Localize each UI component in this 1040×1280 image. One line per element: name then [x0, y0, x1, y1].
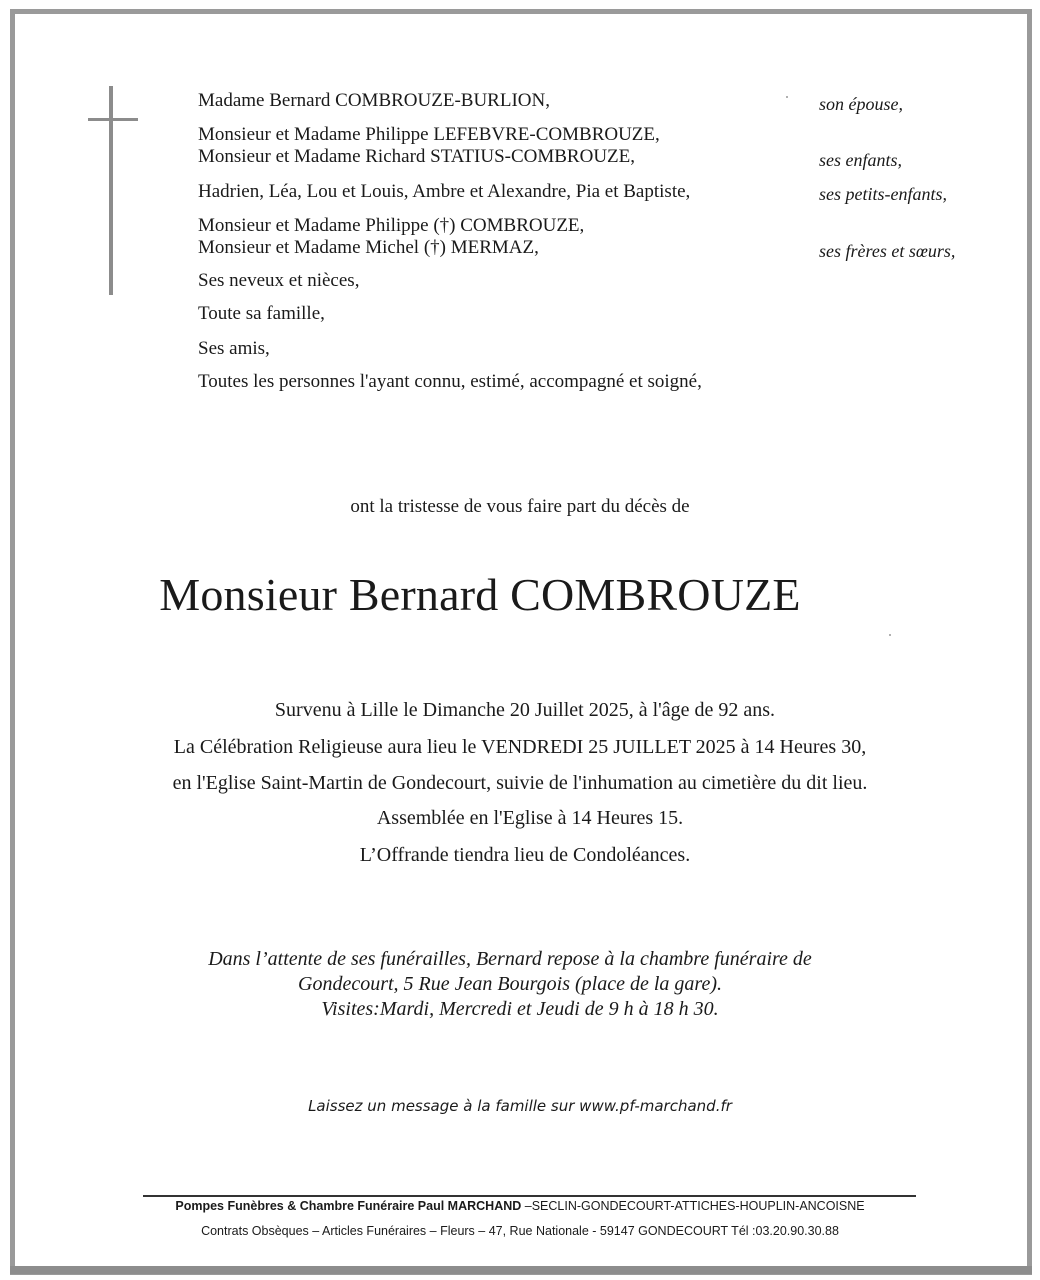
family-line-friends: Ses amis,: [198, 338, 270, 359]
relation-children: ses enfants,: [819, 150, 902, 170]
viewing-line-3: Visites:Mardi, Mercredi et Jeudi de 9 h à 18 h 30.: [321, 998, 719, 1020]
footer-contact: Contrats Obsèques – Articles Funéraires – Fleurs – 47, Rue Nationale - 59147 GONDECOURT Tél :03.20.90.30.88: [201, 1224, 839, 1238]
family-line-grandchildren: Hadrien, Léa, Lou et Louis, Ambre et Alexandre, Pia et Baptiste,: [198, 181, 691, 202]
page-border-shadow: [10, 1266, 1032, 1274]
viewing-line-2: Gondecourt, 5 Rue Jean Bourgois (place de la gare).: [298, 973, 722, 995]
footer-company-line: [0, 1199, 1040, 1213]
message-link[interactable]: Laissez un message à la famille sur www.pf-marchand.fr: [308, 1097, 732, 1115]
family-line-nephews: Ses neveux et nièces,: [198, 270, 360, 291]
viewing-line-1: Dans l’attente de ses funérailles, Bernard repose à la chambre funéraire de: [208, 948, 812, 970]
detail-location: en l'Eglise Saint-Martin de Gondecourt, suivie de l'inhumation au cimetière du dit lieu.: [172, 772, 868, 794]
family-line-sibling-1: Monsieur et Madame Philippe (†) COMBROUZE,: [198, 215, 585, 236]
speck: [889, 634, 891, 636]
family-line-family: Toute sa famille,: [198, 303, 325, 324]
relation-grandchildren: ses petits-enfants,: [819, 184, 947, 204]
detail-death: Survenu à Lille le Dimanche 20 Juillet 2025, à l'âge de 92 ans.: [274, 699, 776, 721]
family-line-spouse: Madame Bernard COMBROUZE-BURLION,: [198, 90, 550, 111]
cross-icon: [88, 86, 138, 296]
family-line-child-1: Monsieur et Madame Philippe LEFEBVRE-COMBROUZE,: [198, 124, 660, 145]
detail-assembly: Assemblée en l'Eglise à 14 Heures 15.: [376, 807, 684, 829]
footer-divider: [143, 1195, 916, 1197]
family-line-others: Toutes les personnes l'ayant connu, estimé, accompagné et soigné,: [198, 371, 702, 392]
relation-siblings: ses frères et sœurs,: [819, 241, 956, 261]
deceased-name: Monsieur Bernard COMBROUZE: [159, 569, 801, 620]
speck: [786, 96, 788, 98]
footer-company: Pompes Funèbres & Chambre Funéraire Paul MARCHAND: [175, 1199, 522, 1213]
relation-spouse: son épouse,: [819, 94, 903, 114]
family-line-child-2: Monsieur et Madame Richard STATIUS-COMBROUZE,: [198, 146, 636, 167]
detail-ceremony: La Célébration Religieuse aura lieu le VENDREDI 25 JUILLET 2025 à 14 Heures 30,: [173, 736, 867, 758]
announcement-intro: ont la tristesse de vous faire part du décès de: [350, 496, 690, 517]
family-line-sibling-2: Monsieur et Madame Michel (†) MERMAZ,: [198, 237, 539, 258]
detail-offering: L’Offrande tiendra lieu de Condoléances.: [359, 844, 691, 866]
footer-locations: –SECLIN-GONDECOURT-ATTICHES-HOUPLIN-ANCOISNE: [521, 1199, 865, 1213]
